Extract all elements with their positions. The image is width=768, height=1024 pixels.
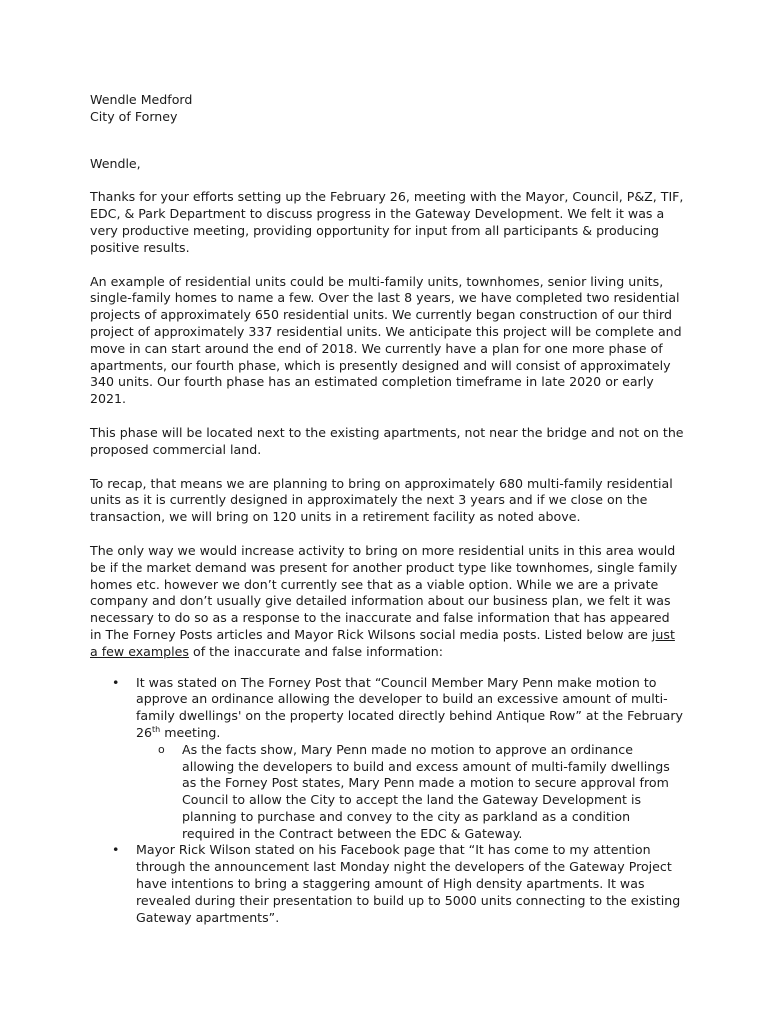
list-item [90,675,685,843]
salutation: Wendle, [90,155,141,171]
bullet-text-forney-post-tail: meeting. [160,724,221,740]
paragraph-phase-location: This phase will be located next to the existing apartments, not near the bridge and not on the proposed commercial land. [90,424,684,457]
paragraph-inaccurate-info-text: The only way we would increase activity to bring on more residential units in this area would be if the market demand was present for another product type like townhomes, single family homes etc. however we don’t currently see that as a viable option. While we are a private company and don’t usually give detailed information about our business plan, we felt it was necessary to do so as a response to the inaccurate and false information that has appeared in The Forney Posts articles and Mayor Rick Wilsons social media posts. Listed below are [90,542,678,642]
list-item [90,842,685,926]
ordinal-suffix: th [152,724,161,734]
bullet-icon: • [112,674,120,690]
paragraph-residential-units: An example of residential units could be multi-family units, townhomes, senior living units, single-family homes to name a few. Over the last 8 years, we have completed two residential projects of approximately 650 residential units. We currently began construction of our third project of approximately 337 residential units. We anticipate this project will be complete and move in can start around the end of 2018. We currently have a plan for one more phase of apartments, our fourth phase, which is presently designed and will consist of approximately 340 units. Our fourth phase has an estimated completion timeframe in late 2020 or early 2021. [90,273,682,407]
sub-bullet-text-facts: As the facts show, Mary Penn made no motion to approve an ordinance allowing the developers to build and excess amount of multi-family dwellings as the Forney Post states, Mary Penn made a motion to secure approval from Council to allow the City to accept the land the Gateway Development is planning to purchase and convey to the city as parkland as a condition required in the Contract between the EDC & Gateway. [182,741,670,841]
recipient-address [90,92,685,126]
bullet-text-mayor-facebook: Mayor Rick Wilson stated on his Facebook page that “It has come to my attention through the announcement last Monday night the developers of the Gateway Project have intentions to bring a staggering amount of High density apartments. It was revealed during their presentation to build up to 5000 units connecting to the existing Gateway apartments”. [136,842,681,925]
false-claims-list [90,675,685,927]
bullet-icon: • [112,842,120,858]
paragraph-inaccurate-info [90,543,685,661]
letter-page [90,92,685,926]
paragraph-inaccurate-info-tail: of the inaccurate and false information: [188,643,443,659]
paragraph-recap: To recap, that means we are planning to bring on approximately 680 multi-family residential units as it is currently designed in approximately the next 3 years and if we close on the transaction, we will bring on 120 units in a retirement facility as noted above. [90,475,673,525]
sub-list [136,742,685,843]
circle-bullet-icon: o [158,742,165,756]
sub-list-item [136,742,685,843]
bullet-text-forney-post: It was stated on The Forney Post that “Council Member Mary Penn make motion to approve an ordinance allowing the developer to build an excessive amount of multi-family dwellings' on the property located directly behind Antique Row” at the February 26 [136,674,683,740]
underlined-examples-phrase: just a few examples [90,626,675,659]
recipient-organization: City of Forney [90,108,178,124]
paragraph-meeting-thanks: Thanks for your efforts setting up the February 26, meeting with the Mayor, Council, P&Z, TIF, EDC, & Park Department to discuss progress in the Gateway Development. We felt it was a very productive meeting, providing opportunity for input from all participants & producing positive results. [90,189,684,255]
recipient-name: Wendle Medford [90,92,193,107]
